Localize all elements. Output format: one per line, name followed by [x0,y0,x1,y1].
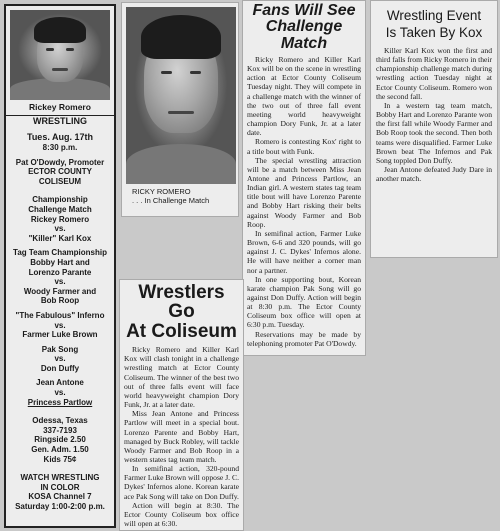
article-paragraph: In one supporting bout, Korean karate champion Pak Song will go against Don Duffy. Action will begin at 8:30 p.m. The Ector County Coliseum box office will open at 6:30 p.m. Tuesday. [247,274,361,330]
ad-line: Gen. Adm. 1.50 [31,445,89,455]
article2-headline [124,283,239,341]
photo-caption-name: RICKY ROMERO [132,187,191,196]
article2-body [124,345,239,528]
ad-line: Tues. Aug. 17th [26,132,93,142]
article2-headline-line1: Wrestlers Go [138,282,225,323]
ad-line: vs. [54,354,66,364]
ad-line: vs. [54,277,66,287]
article-paragraph: Miss Jean Antone and Princess Partlow will meet in a special bout. Lorenzo Parente and Bobby Hart, managed by Buck Robley, will tackle Woody Farmer and Bob Roop in a western states tag team match. [124,409,239,464]
ad-wrestler-photo [10,10,110,100]
ad-line: Bob Roop [40,296,80,306]
ad-line: Saturday 1:00-2:00 p.m. [15,502,105,511]
ad-line: Challenge Match [28,204,92,214]
article2-headline-line2: At Coliseum [126,320,237,342]
article3-headline [376,7,492,41]
ad-line: Don Duffy [40,363,80,373]
ad-line: Championship [32,195,88,205]
article-paragraph: Jean Antone defeated Judy Dare in another match. [376,165,492,184]
ad-line: Woody Farmer and [23,286,97,296]
article-paragraph: Romero is contesting Kox' right to a title bout with Funk. [247,137,361,156]
article-paragraph: In a western tag team match, Bobby Hart and Lorenzo Parante won the first fall while Woody Farmer and Bob Roop took the second. Then both teams were disqualified. Farmer Luke Brown beat The Infernos and Pak Song toppled Don Duffy. [376,100,492,165]
article3-headline-line1: Wrestling Event [386,8,482,23]
article3-headline-line2: Is Taken By Kox [385,25,483,40]
ad-line: "Killer" Karl Kox [28,233,92,243]
ad-line: vs. [54,224,66,234]
article-paragraph: In semifinal action, Farmer Luke Brown, 6-6 and 320 pounds, will go against J. C. Dykes' Infernos alone. He will have neither a corner man nor a partner. [247,228,361,275]
ad-photo-caption: Rickey Romero [29,102,91,112]
ad-line: Pak Song [41,344,79,354]
article1-headline-line1: Fans Will See [252,2,356,19]
article-paragraph: Reservations may be made by telephoning promoter Pat O'Dowdy. [247,329,361,348]
article1-headline [247,3,361,52]
article-paragraph: In semifinal action, 320-pound Farmer Luke Brown will oppose J. C. Dykes' Infernos alone. Korean karate ace Pak Song will take on Don Duffy. [124,464,239,501]
article-paragraph: Killer Karl Kox won the first and third falls from Ricky Romero in their championship challenge match during wrestling action Tuesday night at Ector County Coliseum. Romero won the second fall. [376,46,492,101]
ad-line: 337-7193 [43,425,77,435]
ad-line: Jean Antone [36,378,84,388]
romero-portrait-photo [126,7,236,184]
article-paragraph: Ricky Romero and Killer Karl Kox will clash tonight in a challenge wrestling match at Ector County Coliseum. The winner of the best two out of three falls event will face world heavyweight champion Dory Funk, Jr. at a later date. [124,345,239,410]
article1-body [247,55,361,348]
article-paragraph: Ricky Romero and Killer Karl Kox will be on the scene in wrestling action at Ector County Coliseum Tuesday night. They will compete in a challenge match with the winner of the two out of three fall event meeting world heavyweight champion Dory Funk, Jr. at a later date. [247,54,361,138]
ad-line: Kids 75¢ [43,454,77,464]
ad-line: WATCH WRESTLING [20,473,100,483]
article-paragraph: Action will begin at 8:30. The Ector County Coliseum box office will open at 6:30. [124,500,239,529]
ad-line: Bobby Hart and [30,257,90,267]
ad-line: COLISEUM [38,176,82,186]
ad-line: Tag Team Championship [13,248,107,258]
ad-line: Rickey Romero [30,214,90,224]
wrestling-advertisement [4,4,116,528]
article3-body [376,46,492,183]
article-paragraph: The special wrestling attraction will be a match between Miss Jean Antone and Princess Partlow, an Indian girl. A western states tag team title bout will have Lorenzo Parente and Bobby Hart risking their belts against Woody Farmer and Bob Roop. [247,155,361,229]
ad-line: KOSA Channel 7 [28,492,92,502]
article-taken-by-kox [370,0,498,258]
article1-headline-line2: Challenge Match [265,18,343,52]
ad-line: Odessa, Texas [32,416,88,426]
ad-line: Farmer Luke Brown [22,330,98,340]
romero-photo-clipping [121,2,239,217]
article-wrestlers-go [119,279,244,531]
article-fans-will-see [242,0,366,356]
ad-line: vs. [54,320,66,330]
photo-caption-sub: . . . In Challenge Match [132,196,210,205]
ad-line: "The Fabulous" Inferno [15,310,105,320]
ad-line: WRESTLING [33,116,87,126]
ad-line: Princess Partlow [27,397,93,407]
photo-caption [126,187,234,205]
ad-line: ECTOR COUNTY [28,167,92,177]
ad-line: vs. [54,388,66,398]
ad-line: Ringside 2.50 [34,435,86,445]
ad-line: Pat O'Dowdy, Promoter [15,157,105,167]
ad-line: 8:30 p.m. [42,143,78,152]
ad-line: Lorenzo Parante [28,267,92,277]
ad-line: IN COLOR [40,482,80,492]
ad-event-listing [10,116,110,512]
